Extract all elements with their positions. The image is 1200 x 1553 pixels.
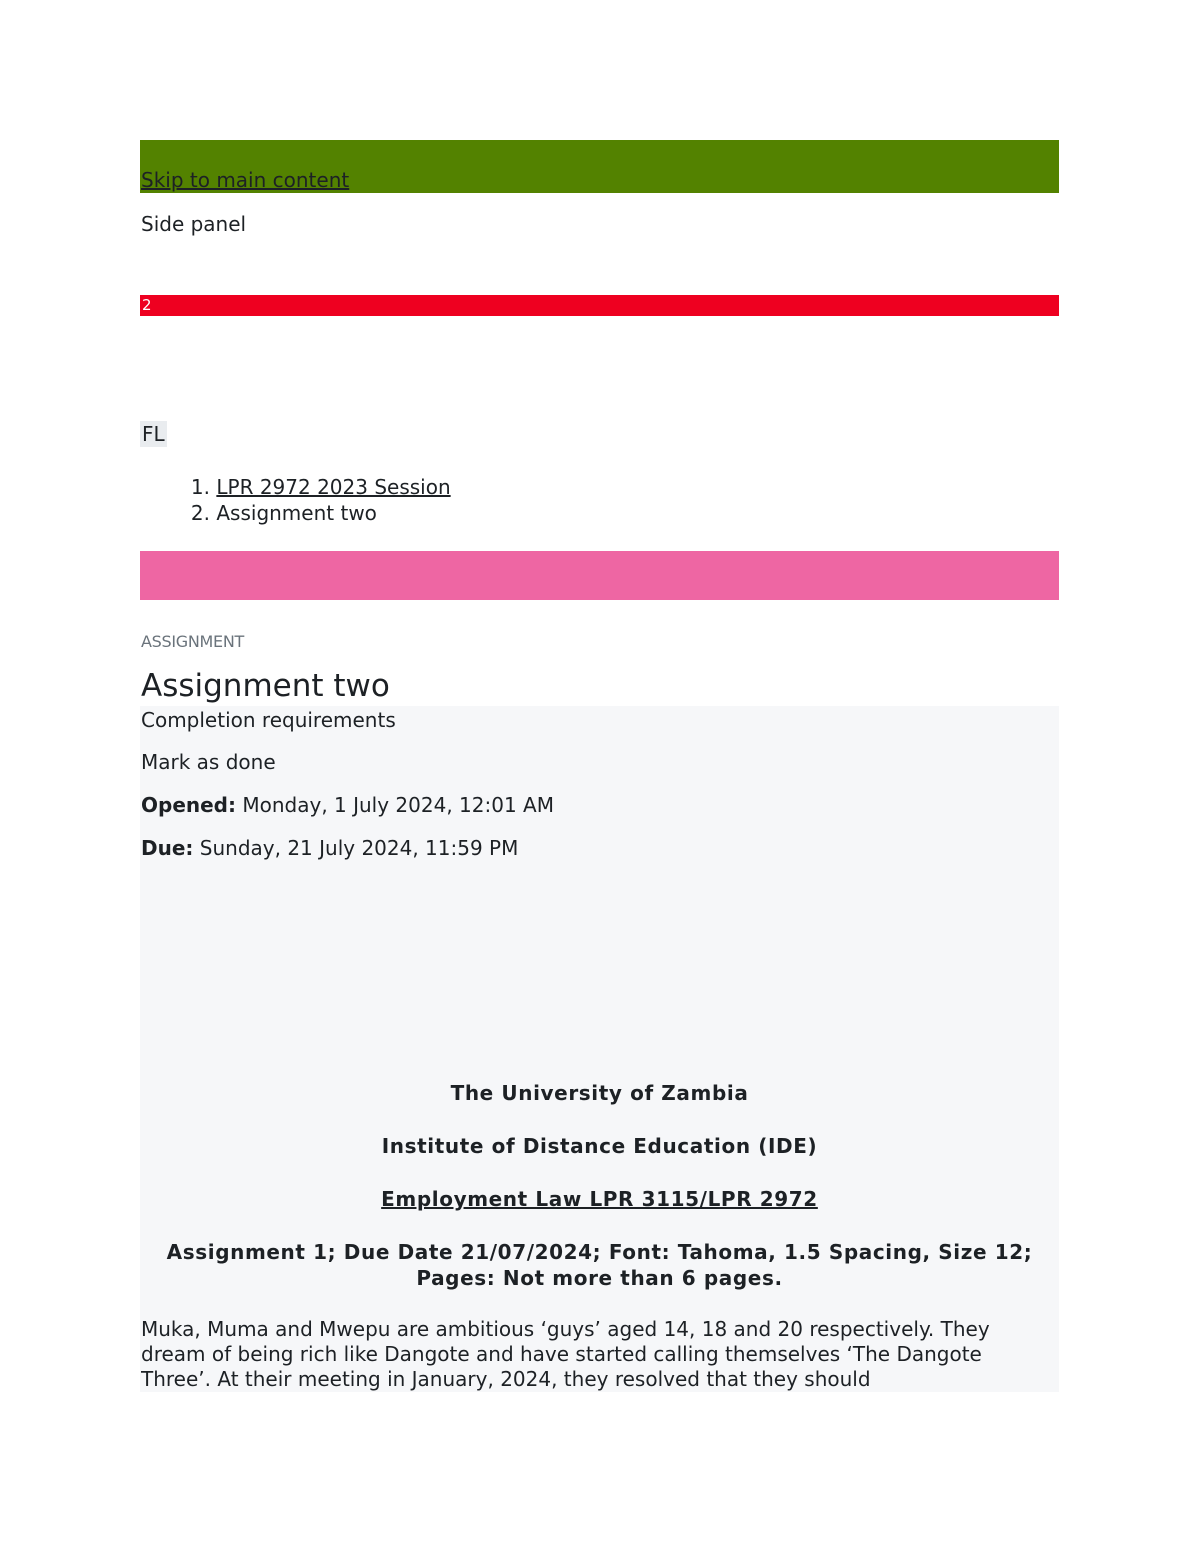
opened-date <box>141 793 554 817</box>
notification-count-badge[interactable]: 2 <box>142 296 152 314</box>
activity-type-label: ASSIGNMENT <box>141 632 245 651</box>
breadcrumb-number: 1. <box>190 475 210 499</box>
breadcrumb <box>170 474 451 526</box>
opened-value: Monday, 1 July 2024, 12:01 AM <box>242 793 554 817</box>
skip-to-main-link[interactable]: Skip to main content <box>141 168 350 192</box>
page-title: Assignment two <box>141 668 390 704</box>
side-panel-toggle[interactable]: Side panel <box>141 212 247 236</box>
description-paragraph: Muka, Muma and Mwepu are ambitious ‘guys’ aged 14, 18 and 20 respectively. They dream of being rich like Dangote and have started calling themselves ‘The Dangote Three’. At their meeting in January, 2024, they resolved that they should <box>141 1317 990 1391</box>
assignment-note-line-2: Pages: Not more than 6 pages. <box>416 1266 783 1290</box>
notification-bar[interactable] <box>140 295 1059 316</box>
breadcrumb-link-course[interactable]: LPR 2972 2023 Session <box>216 475 451 499</box>
breadcrumb-current-label: Assignment two <box>216 501 377 525</box>
mark-as-done-button[interactable]: Mark as done <box>141 750 276 774</box>
breadcrumb-item-current <box>170 500 451 526</box>
breadcrumb-item-course <box>170 474 451 500</box>
description-university: The University of Zambia <box>450 1081 749 1105</box>
banner-bar <box>140 551 1059 600</box>
user-avatar[interactable]: FL <box>142 422 165 446</box>
breadcrumb-number: 2. <box>190 501 210 525</box>
opened-label: Opened: <box>141 793 236 817</box>
completion-requirements-toggle[interactable]: Completion requirements <box>141 708 396 732</box>
description-course: Employment Law LPR 3115/LPR 2972 <box>381 1187 818 1211</box>
assignment-note-line-1: Assignment 1; Due Date 21/07/2024; Font: Tahoma, 1.5 Spacing, Size 12; <box>166 1240 1033 1264</box>
due-date <box>141 836 518 860</box>
description-assignment-note <box>140 1239 1059 1291</box>
description-institute: Institute of Distance Education (IDE) <box>381 1134 818 1158</box>
due-value: Sunday, 21 July 2024, 11:59 PM <box>199 836 519 860</box>
due-label: Due: <box>141 836 194 860</box>
